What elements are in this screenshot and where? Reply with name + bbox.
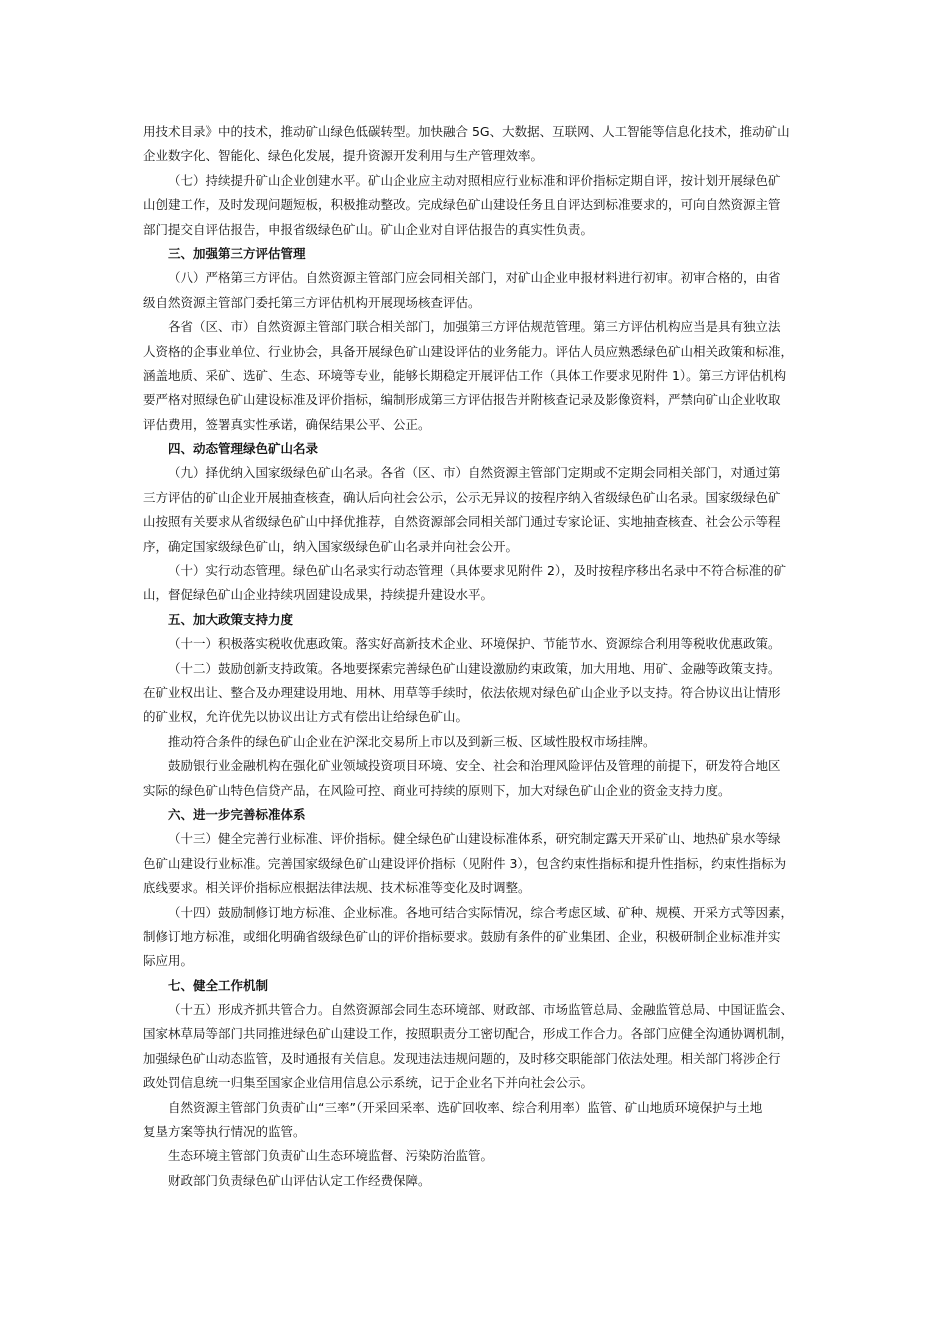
text-line: 涵盖地质、采矿、选矿、生态、环境等专业，能够长期稳定开展评估工作（具体工作要求见附件 1）。第三方评估机构 — [143, 367, 787, 383]
text-line: （十五）形成齐抓共管合力。自然资源部会同生态环境部、财政部、市场监管总局、金融监管总局、中国证监会、 — [168, 1002, 794, 1018]
text-line: 财政部门负责绿色矿山评估认定工作经费保障。 — [168, 1172, 431, 1188]
text-line: （十二）鼓励创新支持政策。各地要探索完善绿色矿山建设激励约束政策，加大用地、用矿、金融等政策支持。 — [168, 660, 781, 676]
text-line: 级自然资源主管部门委托第三方评估机构开展现场核查评估。 — [143, 294, 481, 310]
text-line: 实际的绿色矿山特色信贷产品，在风险可控、商业可持续的原则下，加大对绿色矿山企业的资金支持力度。 — [143, 782, 731, 798]
text-line: （九）择优纳入国家级绿色矿山名录。各省（区、市）自然资源主管部门定期或不定期会同相关部门，对通过第 — [168, 465, 781, 481]
text-line: 山按照有关要求从省级绿色矿山中择优推荐，自然资源部会同相关部门通过专家论证、实地抽查核查、社会公示等程 — [143, 514, 781, 530]
text-line: 制修订地方标准，或细化明确省级绿色矿山的评价指标要求。鼓励有条件的矿业集团、企业，积极研制企业标准并实 — [143, 928, 781, 944]
text-line: 山，督促绿色矿山企业持续巩固建设成果，持续提升建设水平。 — [143, 587, 494, 603]
text-line: 政处罚信息统一归集至国家企业信用信息公示系统，记于企业名下并向社会公示。 — [143, 1075, 594, 1091]
text-line: 鼓励银行业金融机构在强化矿业领域投资项目环境、安全、社会和治理风险评估及管理的前提下，研发符合地区 — [168, 758, 781, 774]
text-line: 自然资源主管部门负责矿山“三率”（开采回采率、选矿回收率、综合利用率）监管、矿山地质环境保护与土地 — [168, 1099, 763, 1115]
section-heading: 七、健全工作机制 — [168, 977, 269, 993]
text-line: （十一）积极落实税收优惠政策。落实好高新技术企业、环境保护、节能节水、资源综合利用等税收优惠政策。 — [168, 636, 781, 652]
text-line: 用技术目录》中的技术，推动矿山绿色低碳转型。加快融合 5G、大数据、互联网、人工智能等信息化技术，推动矿山 — [143, 124, 790, 139]
text-line: 序，确定国家级绿色矿山，纳入国家级绿色矿山名录并向社会公开。 — [143, 538, 519, 554]
text-line: （八）严格第三方评估。自然资源主管部门应会同相关部门，对矿山企业申报材料进行初审。初审合格的，由省 — [168, 270, 781, 286]
text-line: 底线要求。相关评价指标应根据法律法规、技术标准等变化及时调整。 — [143, 880, 531, 896]
text-line: 各省（区、市）自然资源主管部门联合相关部门，加强第三方评估规范管理。第三方评估机构应当是具有独立法 — [168, 319, 781, 335]
text-line: （七）持续提升矿山企业创建水平。矿山企业应主动对照相应行业标准和评价指标定期自评，按计划开展绿色矿 — [168, 172, 781, 188]
text-line: 要严格对照绿色矿山建设标准及评价指标，编制形成第三方评估报告并附核查记录及影像资料，严禁向矿山企业收取 — [143, 392, 781, 408]
document-page — [143, 120, 807, 1193]
text-line: （十）实行动态管理。绿色矿山名录实行动态管理（具体要求见附件 2），及时按程序移出名录中不符合标准的矿 — [168, 563, 787, 579]
text-line: （十三）健全完善行业标准、评价指标。健全绿色矿山建设标准体系，研究制定露天开采矿山、地热矿泉水等绿 — [168, 831, 781, 847]
text-line: 推动符合条件的绿色矿山企业在沪深北交易所上市以及到新三板、区域性股权市场挂牌。 — [168, 733, 656, 749]
text-line: 在矿业权出让、整合及办理建设用地、用林、用草等手续时，依法依规对绿色矿山企业予以支持。符合协议出让情形 — [143, 684, 781, 700]
text-line: 山创建工作，及时发现问题短板，积极推动整改。完成绿色矿山建设任务且自评达到标准要求的，可向自然资源主管 — [143, 197, 781, 213]
text-line: 评估费用，签署真实性承诺，确保结果公平、公正。 — [143, 416, 431, 432]
section-heading: 六、进一步完善标准体系 — [168, 806, 306, 822]
text-line: 复垦方案等执行情况的监管。 — [143, 1124, 306, 1140]
section-heading: 四、动态管理绿色矿山名录 — [168, 441, 319, 457]
text-line: 际应用。 — [143, 953, 194, 969]
section-heading: 五、加大政策支持力度 — [168, 611, 294, 627]
text-line: 三方评估的矿山企业开展抽查核查，确认后向社会公示，公示无异议的按程序纳入省级绿色矿山名录。国家级绿色矿 — [143, 489, 781, 505]
text-line: 色矿山建设行业标准。完善国家级绿色矿山建设评价指标（见附件 3），包含约束性指标和提升性指标，约束性指标为 — [143, 855, 787, 871]
text-line: 部门提交自评估报告，申报省级绿色矿山。矿山企业对自评估报告的真实性负责。 — [143, 221, 594, 237]
text-line: 国家林草局等部门共同推进绿色矿山建设工作，按照职责分工密切配合，形成工作合力。各部门应健全沟通协调机制， — [143, 1026, 794, 1042]
text-line: 人资格的企事业单位、行业协会，具备开展绿色矿山建设评估的业务能力。评估人员应熟悉绿色矿山相关政策和标准， — [143, 343, 794, 359]
text-line: （十四）鼓励制修订地方标准、企业标准。各地可结合实际情况，综合考虑区域、矿种、规模、开采方式等因素， — [168, 904, 794, 920]
text-line: 生态环境主管部门负责矿山生态环境监督、污染防治监管。 — [168, 1148, 494, 1164]
section-heading: 三、加强第三方评估管理 — [168, 245, 306, 261]
text-line: 企业数字化、智能化、绿色化发展，提升资源开发利用与生产管理效率。 — [143, 148, 544, 164]
text-line: 加强绿色矿山动态监管，及时通报有关信息。发现违法违规问题的，及时移交职能部门依法处理。相关部门将涉企行 — [143, 1050, 781, 1066]
text-line: 的矿业权，允许优先以协议出让方式有偿出让给绿色矿山。 — [143, 709, 469, 725]
